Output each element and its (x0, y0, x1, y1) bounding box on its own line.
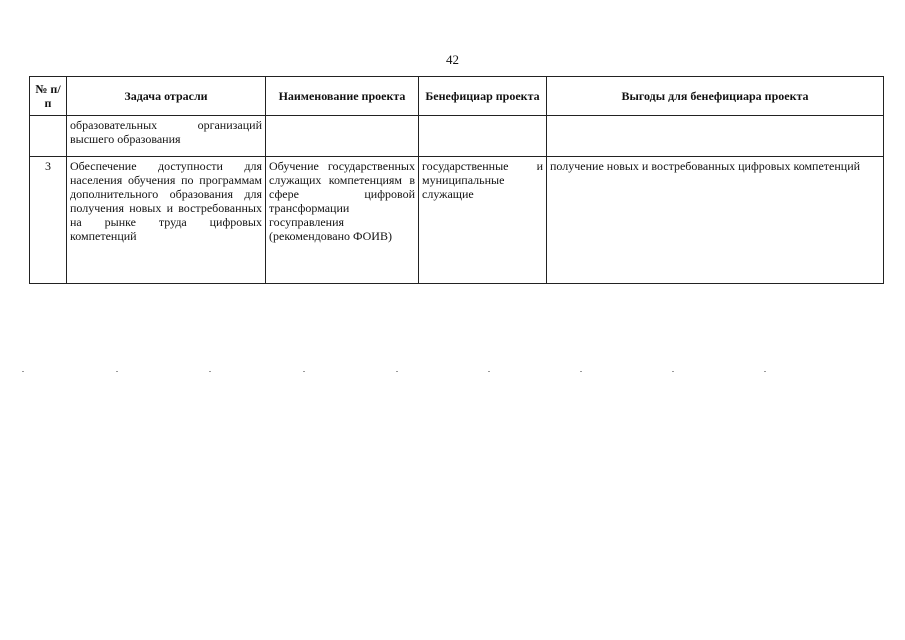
scan-dot (764, 371, 766, 372)
scan-dot (488, 371, 490, 372)
header-project: Наименование проекта (266, 77, 419, 116)
scan-dot (672, 371, 674, 372)
table-row (30, 116, 884, 157)
scan-dot (303, 371, 305, 372)
cell-benefits (547, 116, 884, 157)
cell-task: Обеспечение доступности для населения обучения по программам дополнительного образования для получения новых и востребованных на рынке труда цифровых компетенций (67, 157, 266, 284)
cell-beneficiary (419, 116, 547, 157)
project-table (29, 76, 884, 284)
header-benefits: Выгоды для бенефициара проекта (547, 77, 884, 116)
scan-dot (116, 371, 118, 372)
table-header-row (30, 77, 884, 116)
cell-project (266, 116, 419, 157)
page-number: 42 (446, 52, 459, 67)
scan-dot (22, 371, 24, 372)
scan-dot (396, 371, 398, 372)
scan-dot (580, 371, 582, 372)
cell-num (30, 116, 67, 157)
cell-task: образовательных организаций высшего образования (67, 116, 266, 157)
scan-artifact-dots (22, 371, 882, 373)
cell-num: 3 (30, 157, 67, 284)
header-num: № п/п (30, 77, 67, 116)
cell-benefits: получение новых и востребованных цифровых компетенций (547, 157, 884, 284)
table-row (30, 157, 884, 284)
cell-beneficiary: государственные и муниципальные служащие (419, 157, 547, 284)
scan-dot (209, 371, 211, 372)
cell-project: Обучение государственных служащих компетенциям в сфере цифровой трансформации госуправления (рекомендовано ФОИВ) (266, 157, 419, 284)
header-task: Задача отрасли (67, 77, 266, 116)
header-beneficiary: Бенефициар проекта (419, 77, 547, 116)
